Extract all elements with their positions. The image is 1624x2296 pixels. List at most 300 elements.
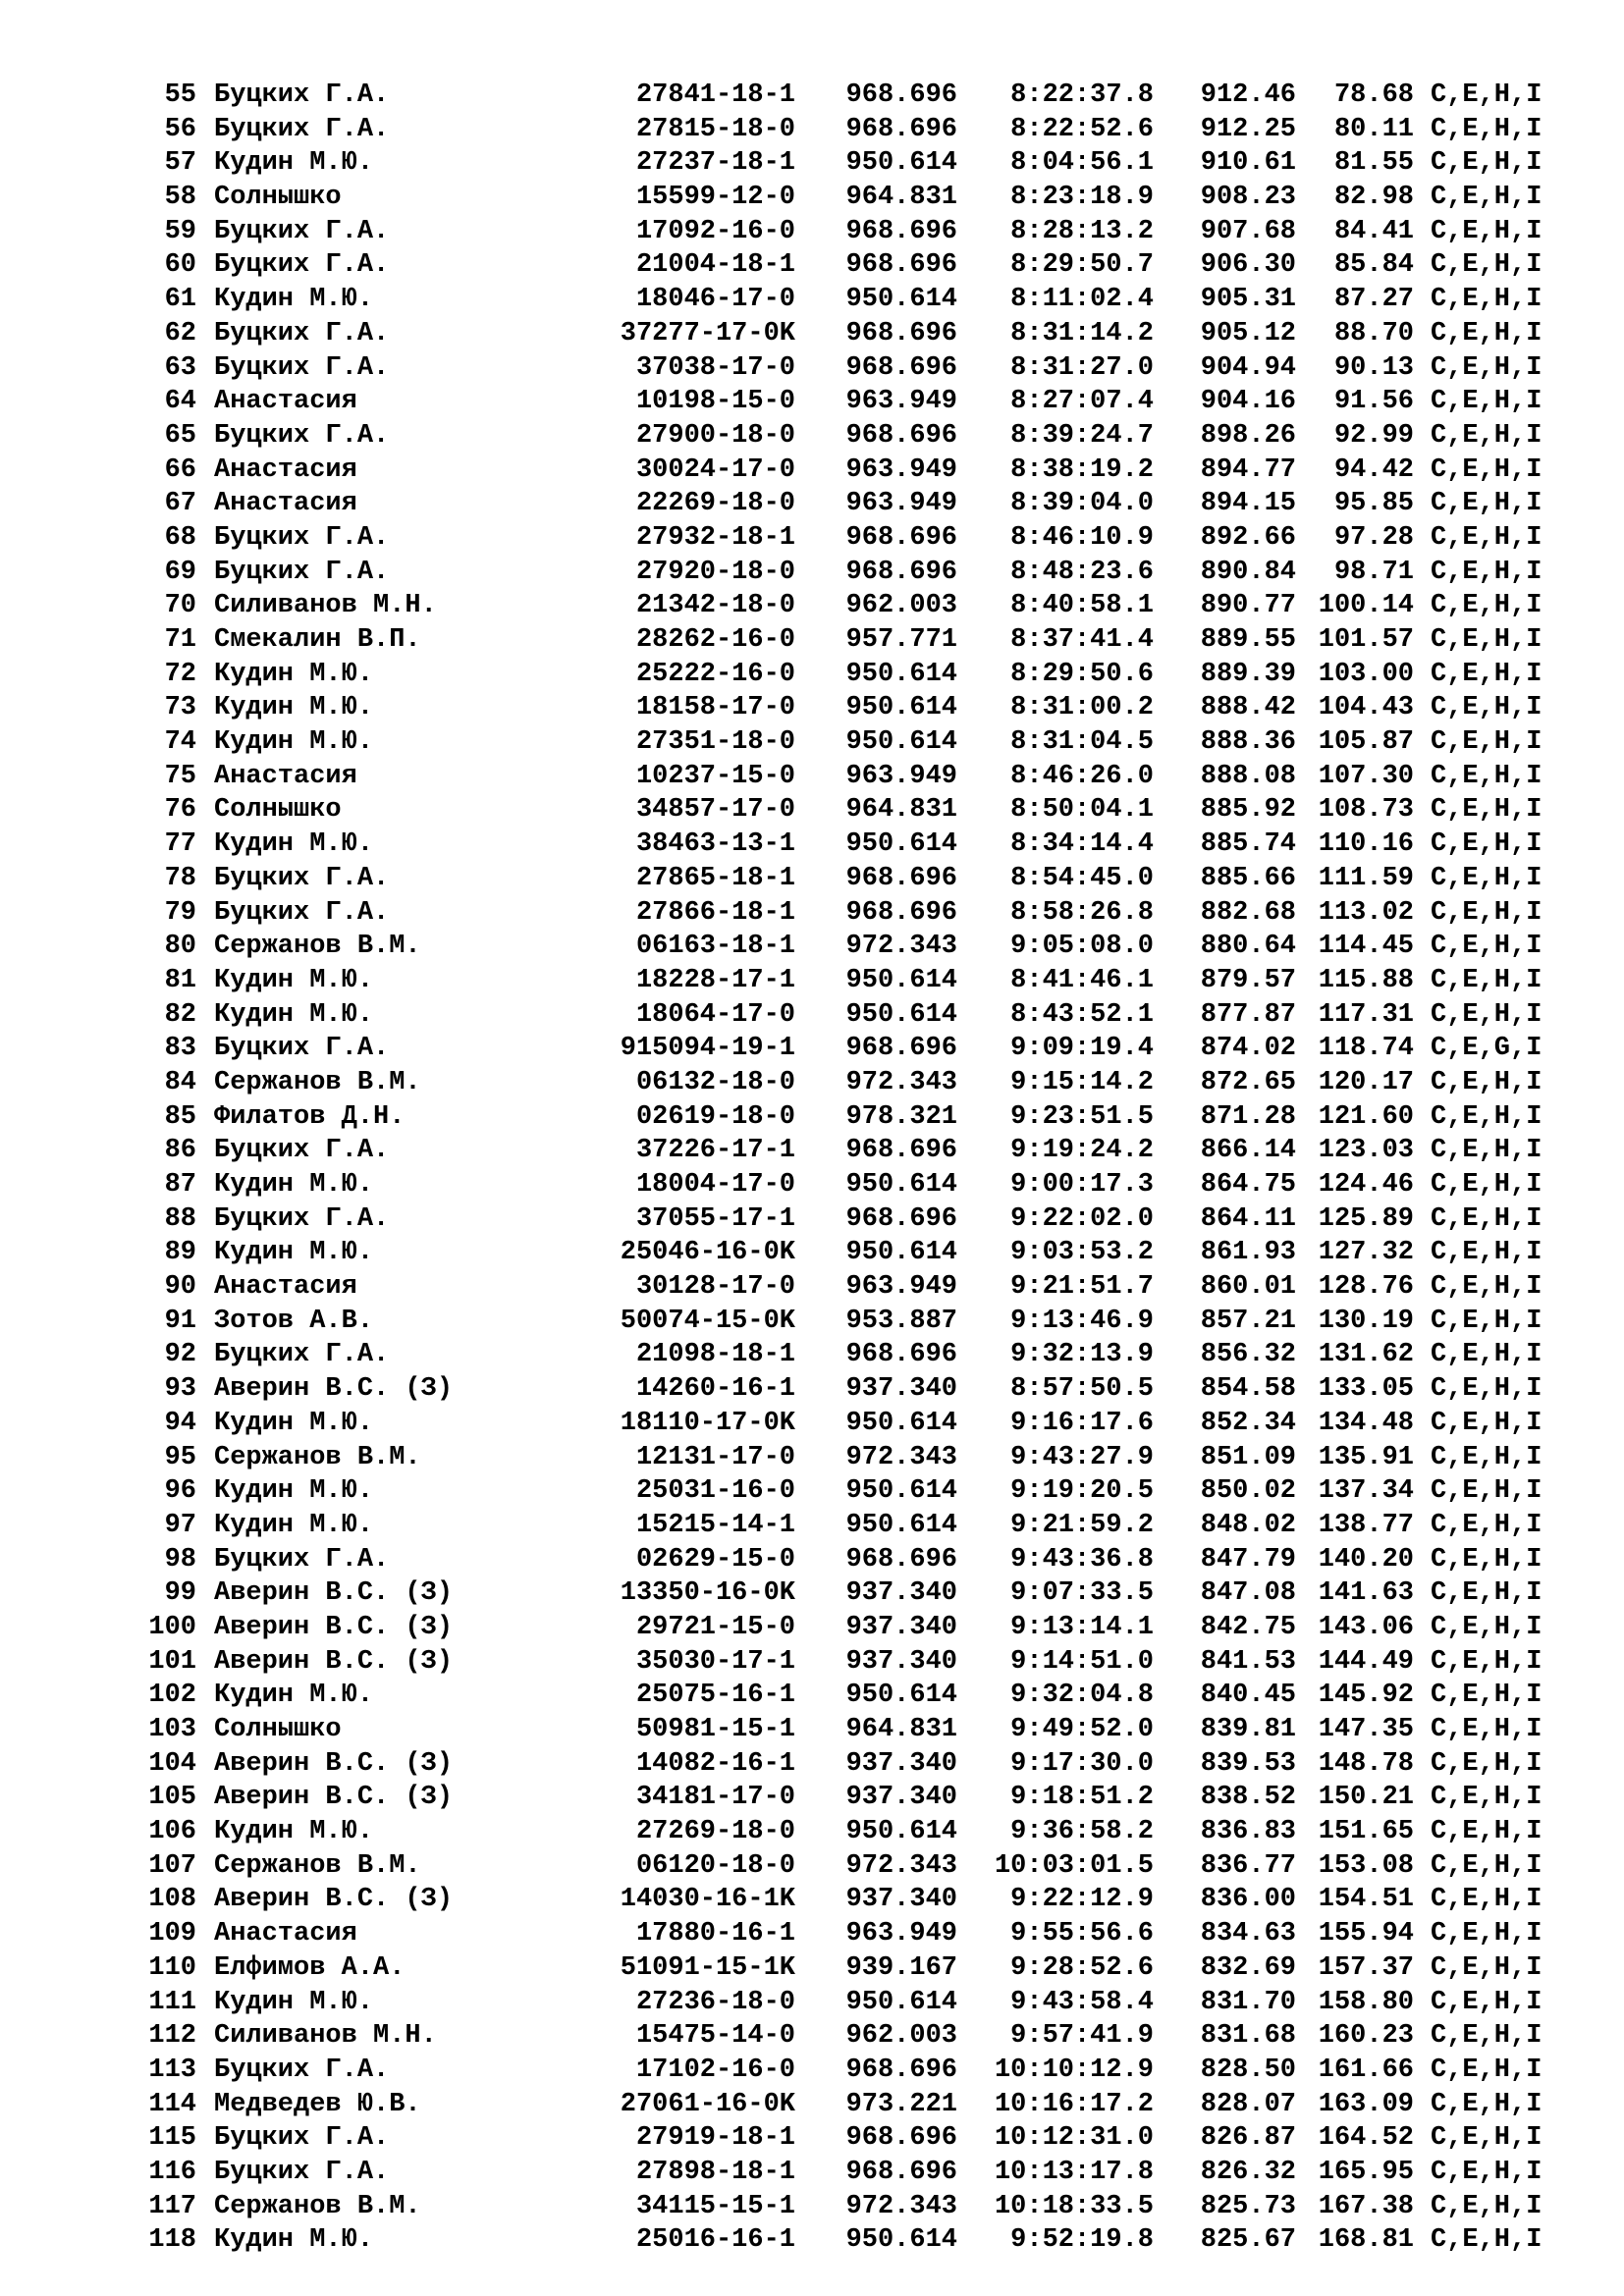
ring-number-cell: 34857-17-0	[635, 795, 795, 826]
flags-cell: C,E,H,I	[1431, 1510, 1543, 1540]
fancier-name-cell: Кудин М.Ю.	[214, 693, 374, 723]
flags-cell: C,E,H,I	[1431, 80, 1543, 110]
position-cell: 99	[164, 1578, 196, 1609]
speed-cell: 885.74	[1200, 829, 1296, 860]
ring-number-cell: 37038-17-0	[635, 352, 795, 383]
distance-cell: 968.696	[845, 1136, 957, 1166]
flight-time-cell: 9:16:17.6	[1010, 1408, 1154, 1438]
distance-cell: 963.949	[845, 761, 957, 791]
coefficient-cell: 88.70	[1333, 318, 1414, 348]
fancier-name-cell: Буцких Г.А.	[214, 1136, 390, 1166]
position-cell: 90	[164, 1272, 196, 1303]
flight-time-cell: 9:19:24.2	[1010, 1136, 1154, 1166]
coefficient-cell: 113.02	[1318, 897, 1414, 928]
fancier-name-cell: Анастасия	[214, 1272, 357, 1303]
fancier-name-cell: Силиванов М.Н.	[214, 591, 437, 621]
distance-cell: 968.696	[845, 2055, 957, 2085]
distance-cell: 978.321	[845, 1101, 957, 1132]
fancier-name-cell: Кудин М.Ю.	[214, 148, 374, 179]
position-cell: 57	[164, 148, 196, 179]
flight-time-cell: 8:48:23.6	[1010, 557, 1154, 587]
speed-cell: 890.84	[1200, 557, 1296, 587]
ring-number-cell: 18228-17-1	[635, 965, 795, 995]
coefficient-cell: 124.46	[1318, 1170, 1414, 1200]
position-cell: 66	[164, 454, 196, 485]
coefficient-cell: 158.80	[1318, 1987, 1414, 2017]
distance-cell: 968.696	[845, 557, 957, 587]
coefficient-cell: 121.60	[1318, 1101, 1414, 1132]
flight-time-cell: 8:31:27.0	[1010, 352, 1154, 383]
position-cell: 101	[148, 1646, 196, 1677]
distance-cell: 968.696	[845, 216, 957, 246]
position-cell: 104	[148, 1748, 196, 1779]
position-cell: 84	[164, 1067, 196, 1097]
coefficient-cell: 107.30	[1318, 761, 1414, 791]
distance-cell: 963.949	[845, 454, 957, 485]
coefficient-cell: 108.73	[1318, 795, 1414, 826]
coefficient-cell: 140.20	[1318, 1544, 1414, 1575]
distance-cell: 963.949	[845, 1272, 957, 1303]
flags-cell: C,E,H,I	[1431, 2157, 1543, 2187]
ring-number-cell: 25031-16-0	[635, 1476, 795, 1507]
position-cell: 117	[148, 2191, 196, 2221]
flags-cell: C,E,H,I	[1431, 1408, 1543, 1438]
ring-number-cell: 18004-17-0	[635, 1170, 795, 1200]
fancier-name-cell: Сержанов В.М.	[214, 1850, 421, 1881]
distance-cell: 950.614	[845, 1476, 957, 1507]
position-cell: 93	[164, 1374, 196, 1405]
fancier-name-cell: Аверин В.С. (З)	[214, 1646, 454, 1677]
coefficient-cell: 110.16	[1318, 829, 1414, 860]
ring-number-cell: 21098-18-1	[635, 1340, 795, 1370]
ring-number-cell: 10198-15-0	[635, 387, 795, 417]
distance-cell: 950.614	[845, 727, 957, 758]
fancier-name-cell: Аверин В.С. (З)	[214, 1748, 454, 1779]
ring-number-cell: 18046-17-0	[635, 285, 795, 315]
position-cell: 105	[148, 1783, 196, 1813]
ring-number-cell: 02629-15-0	[635, 1544, 795, 1575]
coefficient-cell: 94.42	[1333, 454, 1414, 485]
coefficient-cell: 135.91	[1318, 1442, 1414, 1472]
flags-cell: C,E,H,I	[1431, 148, 1543, 179]
fancier-name-cell: Аверин В.С. (З)	[214, 1578, 454, 1609]
fancier-name-cell: Филатов Д.Н.	[214, 1101, 406, 1132]
fancier-name-cell: Зотов А.В.	[214, 1306, 374, 1336]
speed-cell: 912.25	[1200, 114, 1296, 144]
flags-cell: C,E,H,I	[1431, 2021, 1543, 2052]
ring-number-cell: 02619-18-0	[635, 1101, 795, 1132]
coefficient-cell: 120.17	[1318, 1067, 1414, 1097]
flight-time-cell: 9:18:51.2	[1010, 1783, 1154, 1813]
fancier-name-cell: Буцких Г.А.	[214, 557, 390, 587]
ring-number-cell: 27866-18-1	[635, 897, 795, 928]
position-cell: 61	[164, 285, 196, 315]
fancier-name-cell: Кудин М.Ю.	[214, 1476, 374, 1507]
position-cell: 69	[164, 557, 196, 587]
flight-time-cell: 8:28:13.2	[1010, 216, 1154, 246]
fancier-name-cell: Буцких Г.А.	[214, 352, 390, 383]
speed-cell: 831.70	[1200, 1987, 1296, 2017]
fancier-name-cell: Анастасия	[214, 761, 357, 791]
flags-cell: C,E,H,I	[1431, 557, 1543, 587]
flight-time-cell: 9:07:33.5	[1010, 1578, 1154, 1609]
distance-cell: 950.614	[845, 999, 957, 1030]
position-cell: 64	[164, 387, 196, 417]
ring-number-cell: 915094-19-1	[620, 1034, 795, 1064]
flight-time-cell: 9:23:51.5	[1010, 1101, 1154, 1132]
fancier-name-cell: Смекалин В.П.	[214, 625, 421, 655]
fancier-name-cell: Елфимов А.А.	[214, 1952, 406, 1983]
position-cell: 65	[164, 420, 196, 451]
flight-time-cell: 9:14:51.0	[1010, 1646, 1154, 1677]
speed-cell: 888.36	[1200, 727, 1296, 758]
fancier-name-cell: Кудин М.Ю.	[214, 1170, 374, 1200]
fancier-name-cell: Буцких Г.А.	[214, 80, 390, 110]
position-cell: 78	[164, 863, 196, 893]
fancier-name-cell: Буцких Г.А.	[214, 1340, 390, 1370]
fancier-name-cell: Кудин М.Ю.	[214, 1238, 374, 1268]
flags-cell: C,E,H,I	[1431, 318, 1543, 348]
coefficient-cell: 115.88	[1318, 965, 1414, 995]
distance-cell: 968.696	[845, 1034, 957, 1064]
fancier-name-cell: Буцких Г.А.	[214, 2123, 390, 2154]
fancier-name-cell: Анастасия	[214, 1919, 357, 1949]
fancier-name-cell: Буцких Г.А.	[214, 216, 390, 246]
fancier-name-cell: Сержанов В.М.	[214, 2191, 421, 2221]
position-cell: 73	[164, 693, 196, 723]
ring-number-cell: 06163-18-1	[635, 932, 795, 962]
position-cell: 55	[164, 80, 196, 110]
coefficient-cell: 155.94	[1318, 1919, 1414, 1949]
ring-number-cell: 51091-15-1K	[620, 1952, 795, 1983]
flight-time-cell: 8:46:26.0	[1010, 761, 1154, 791]
flags-cell: C,E,H,I	[1431, 999, 1543, 1030]
flight-time-cell: 8:04:56.1	[1010, 148, 1154, 179]
fancier-name-cell: Кудин М.Ю.	[214, 999, 374, 1030]
flags-cell: C,E,H,I	[1431, 1885, 1543, 1915]
position-cell: 72	[164, 659, 196, 689]
flags-cell: C,E,H,I	[1431, 1850, 1543, 1881]
fancier-name-cell: Кудин М.Ю.	[214, 829, 374, 860]
flight-time-cell: 8:57:50.5	[1010, 1374, 1154, 1405]
coefficient-cell: 105.87	[1318, 727, 1414, 758]
speed-cell: 856.32	[1200, 1340, 1296, 1370]
coefficient-cell: 111.59	[1318, 863, 1414, 893]
flight-time-cell: 10:13:17.8	[994, 2157, 1154, 2187]
speed-cell: 888.42	[1200, 693, 1296, 723]
position-cell: 87	[164, 1170, 196, 1200]
flight-time-cell: 9:36:58.2	[1010, 1817, 1154, 1847]
position-cell: 98	[164, 1544, 196, 1575]
position-cell: 107	[148, 1850, 196, 1881]
distance-cell: 937.340	[845, 1374, 957, 1405]
coefficient-cell: 114.45	[1318, 932, 1414, 962]
fancier-name-cell: Буцких Г.А.	[214, 1544, 390, 1575]
flags-cell: C,E,H,I	[1431, 1442, 1543, 1472]
speed-cell: 836.83	[1200, 1817, 1296, 1847]
flags-cell: C,E,H,I	[1431, 1272, 1543, 1303]
fancier-name-cell: Буцких Г.А.	[214, 114, 390, 144]
ring-number-cell: 27815-18-0	[635, 114, 795, 144]
flight-time-cell: 8:37:41.4	[1010, 625, 1154, 655]
position-cell: 59	[164, 216, 196, 246]
ring-number-cell: 17102-16-0	[635, 2055, 795, 2085]
fancier-name-cell: Буцких Г.А.	[214, 250, 390, 281]
position-cell: 96	[164, 1476, 196, 1507]
fancier-name-cell: Кудин М.Ю.	[214, 965, 374, 995]
speed-cell: 885.92	[1200, 795, 1296, 826]
flags-cell: C,E,H,I	[1431, 1919, 1543, 1949]
coefficient-cell: 81.55	[1333, 148, 1414, 179]
speed-cell: 839.53	[1200, 1748, 1296, 1779]
position-cell: 67	[164, 489, 196, 519]
flags-cell: C,E,H,I	[1431, 829, 1543, 860]
speed-cell: 828.07	[1200, 2089, 1296, 2119]
ring-number-cell: 27061-16-0K	[620, 2089, 795, 2119]
distance-cell: 963.949	[845, 1919, 957, 1949]
position-cell: 83	[164, 1034, 196, 1064]
flight-time-cell: 8:31:00.2	[1010, 693, 1154, 723]
speed-cell: 889.55	[1200, 625, 1296, 655]
speed-cell: 879.57	[1200, 965, 1296, 995]
speed-cell: 889.39	[1200, 659, 1296, 689]
coefficient-cell: 143.06	[1318, 1612, 1414, 1642]
flight-time-cell: 8:31:14.2	[1010, 318, 1154, 348]
flags-cell: C,E,H,I	[1431, 2089, 1543, 2119]
flags-cell: C,E,H,I	[1431, 183, 1543, 213]
flags-cell: C,E,H,I	[1431, 1203, 1543, 1234]
distance-cell: 950.614	[845, 1510, 957, 1540]
fancier-name-cell: Кудин М.Ю.	[214, 727, 374, 758]
coefficient-cell: 164.52	[1318, 2123, 1414, 2154]
position-cell: 81	[164, 965, 196, 995]
ring-number-cell: 12131-17-0	[635, 1442, 795, 1472]
flags-cell: C,E,H,I	[1431, 1476, 1543, 1507]
ring-number-cell: 25016-16-1	[635, 2225, 795, 2256]
flight-time-cell: 8:58:26.8	[1010, 897, 1154, 928]
speed-cell: 866.14	[1200, 1136, 1296, 1166]
coefficient-cell: 95.85	[1333, 489, 1414, 519]
flags-cell: C,E,H,I	[1431, 250, 1543, 281]
coefficient-cell: 147.35	[1318, 1715, 1414, 1744]
fancier-name-cell: Кудин М.Ю.	[214, 285, 374, 315]
flight-time-cell: 9:28:52.6	[1010, 1952, 1154, 1983]
coefficient-cell: 134.48	[1318, 1408, 1414, 1438]
speed-cell: 840.45	[1200, 1681, 1296, 1711]
coefficient-cell: 150.21	[1318, 1783, 1414, 1813]
fancier-name-cell: Буцких Г.А.	[214, 318, 390, 348]
fancier-name-cell: Буцких Г.А.	[214, 863, 390, 893]
fancier-name-cell: Кудин М.Ю.	[214, 1408, 374, 1438]
position-cell: 106	[148, 1817, 196, 1847]
speed-cell: 872.65	[1200, 1067, 1296, 1097]
flags-cell: C,E,H,I	[1431, 387, 1543, 417]
ring-number-cell: 27269-18-0	[635, 1817, 795, 1847]
distance-cell: 937.340	[845, 1885, 957, 1915]
ring-number-cell: 18110-17-0K	[620, 1408, 795, 1438]
speed-cell: 906.30	[1200, 250, 1296, 281]
flags-cell: C,E,H,I	[1431, 285, 1543, 315]
flags-cell: C,E,H,I	[1431, 727, 1543, 758]
speed-cell: 907.68	[1200, 216, 1296, 246]
distance-cell: 968.696	[845, 1340, 957, 1370]
speed-cell: 825.67	[1200, 2225, 1296, 2256]
speed-cell: 828.50	[1200, 2055, 1296, 2085]
position-cell: 75	[164, 761, 196, 791]
ring-number-cell: 21342-18-0	[635, 591, 795, 621]
coefficient-cell: 154.51	[1318, 1885, 1414, 1915]
flight-time-cell: 9:49:52.0	[1010, 1715, 1154, 1744]
position-cell: 86	[164, 1136, 196, 1166]
coefficient-cell: 137.34	[1318, 1476, 1414, 1507]
coefficient-cell: 98.71	[1333, 557, 1414, 587]
ring-number-cell: 35030-17-1	[635, 1646, 795, 1677]
distance-cell: 950.614	[845, 285, 957, 315]
flight-time-cell: 9:22:02.0	[1010, 1203, 1154, 1234]
ring-number-cell: 34181-17-0	[635, 1783, 795, 1813]
flight-time-cell: 8:22:52.6	[1010, 114, 1154, 144]
speed-cell: 871.28	[1200, 1101, 1296, 1132]
flight-time-cell: 8:39:04.0	[1010, 489, 1154, 519]
flags-cell: C,E,H,I	[1431, 1817, 1543, 1847]
ring-number-cell: 29721-15-0	[635, 1612, 795, 1642]
ring-number-cell: 15475-14-0	[635, 2021, 795, 2052]
coefficient-cell: 97.28	[1333, 522, 1414, 553]
distance-cell: 950.614	[845, 1681, 957, 1711]
flags-cell: C,E,H,I	[1431, 693, 1543, 723]
flight-time-cell: 8:22:37.8	[1010, 80, 1154, 110]
position-cell: 102	[148, 1681, 196, 1711]
distance-cell: 950.614	[845, 1987, 957, 2017]
distance-cell: 968.696	[845, 1544, 957, 1575]
ring-number-cell: 37277-17-0K	[620, 318, 795, 348]
flags-cell: C,E,H,I	[1431, 625, 1543, 655]
flight-time-cell: 9:03:53.2	[1010, 1238, 1154, 1268]
flight-time-cell: 8:40:58.1	[1010, 591, 1154, 621]
coefficient-cell: 100.14	[1318, 591, 1414, 621]
distance-cell: 964.831	[845, 1715, 957, 1744]
ring-number-cell: 15599-12-0	[635, 183, 795, 213]
distance-cell: 972.343	[845, 932, 957, 962]
fancier-name-cell: Анастасия	[214, 387, 357, 417]
distance-cell: 968.696	[845, 1203, 957, 1234]
flight-time-cell: 8:29:50.7	[1010, 250, 1154, 281]
position-cell: 91	[164, 1306, 196, 1336]
speed-cell: 874.02	[1200, 1034, 1296, 1064]
speed-cell: 890.77	[1200, 591, 1296, 621]
ring-number-cell: 50074-15-0K	[620, 1306, 795, 1336]
flags-cell: C,E,H,I	[1431, 761, 1543, 791]
flight-time-cell: 8:27:07.4	[1010, 387, 1154, 417]
distance-cell: 939.167	[845, 1952, 957, 1983]
ring-number-cell: 34115-15-1	[635, 2191, 795, 2221]
speed-cell: 880.64	[1200, 932, 1296, 962]
coefficient-cell: 153.08	[1318, 1850, 1414, 1881]
flight-time-cell: 8:23:18.9	[1010, 183, 1154, 213]
flags-cell: C,E,H,I	[1431, 1544, 1543, 1575]
ring-number-cell: 06132-18-0	[635, 1067, 795, 1097]
ring-number-cell: 10237-15-0	[635, 761, 795, 791]
flight-time-cell: 8:41:46.1	[1010, 965, 1154, 995]
distance-cell: 972.343	[845, 1067, 957, 1097]
flags-cell: C,E,H,I	[1431, 1612, 1543, 1642]
speed-cell: 842.75	[1200, 1612, 1296, 1642]
flags-cell: C,E,H,I	[1431, 591, 1543, 621]
coefficient-cell: 168.81	[1318, 2225, 1414, 2256]
position-cell: 118	[148, 2225, 196, 2256]
distance-cell: 968.696	[845, 522, 957, 553]
coefficient-cell: 163.09	[1318, 2089, 1414, 2119]
fancier-name-cell: Силиванов М.Н.	[214, 2021, 437, 2052]
ring-number-cell: 27919-18-1	[635, 2123, 795, 2154]
coefficient-cell: 130.19	[1318, 1306, 1414, 1336]
speed-cell: 838.52	[1200, 1783, 1296, 1813]
flight-time-cell: 8:54:45.0	[1010, 863, 1154, 893]
speed-cell: 836.77	[1200, 1850, 1296, 1881]
distance-cell: 964.831	[845, 183, 957, 213]
flight-time-cell: 10:10:12.9	[994, 2055, 1154, 2085]
flight-time-cell: 9:32:04.8	[1010, 1681, 1154, 1711]
speed-cell: 854.58	[1200, 1374, 1296, 1405]
speed-cell: 834.63	[1200, 1919, 1296, 1949]
coefficient-cell: 103.00	[1318, 659, 1414, 689]
speed-cell: 826.87	[1200, 2123, 1296, 2154]
fancier-name-cell: Буцких Г.А.	[214, 420, 390, 451]
coefficient-cell: 82.98	[1333, 183, 1414, 213]
coefficient-cell: 123.03	[1318, 1136, 1414, 1166]
flight-time-cell: 9:13:14.1	[1010, 1612, 1154, 1642]
fancier-name-cell: Аверин В.С. (З)	[214, 1783, 454, 1813]
distance-cell: 968.696	[845, 2157, 957, 2187]
ring-number-cell: 38463-13-1	[635, 829, 795, 860]
flags-cell: C,E,H,I	[1431, 1340, 1543, 1370]
speed-cell: 831.68	[1200, 2021, 1296, 2052]
flags-cell: C,E,H,I	[1431, 489, 1543, 519]
speed-cell: 848.02	[1200, 1510, 1296, 1540]
flight-time-cell: 8:38:19.2	[1010, 454, 1154, 485]
flight-time-cell: 9:52:19.8	[1010, 2225, 1154, 2256]
position-cell: 62	[164, 318, 196, 348]
ring-number-cell: 28262-16-0	[635, 625, 795, 655]
flight-time-cell: 10:12:31.0	[994, 2123, 1154, 2154]
speed-cell: 888.08	[1200, 761, 1296, 791]
position-cell: 116	[148, 2157, 196, 2187]
flags-cell: C,E,H,I	[1431, 1374, 1543, 1405]
flags-cell: C,E,H,I	[1431, 522, 1543, 553]
ring-number-cell: 25222-16-0	[635, 659, 795, 689]
position-cell: 94	[164, 1408, 196, 1438]
coefficient-cell: 101.57	[1318, 625, 1414, 655]
flags-cell: C,E,H,I	[1431, 795, 1543, 826]
fancier-name-cell: Аверин В.С. (З)	[214, 1885, 454, 1915]
coefficient-cell: 91.56	[1333, 387, 1414, 417]
flags-cell: C,E,H,I	[1431, 1101, 1543, 1132]
ring-number-cell: 30024-17-0	[635, 454, 795, 485]
ring-number-cell: 14030-16-1K	[620, 1885, 795, 1915]
fancier-name-cell: Солнышко	[214, 795, 342, 826]
flags-cell: C,E,H,I	[1431, 114, 1543, 144]
coefficient-cell: 167.38	[1318, 2191, 1414, 2221]
distance-cell: 972.343	[845, 2191, 957, 2221]
position-cell: 88	[164, 1203, 196, 1234]
ring-number-cell: 27900-18-0	[635, 420, 795, 451]
distance-cell: 963.949	[845, 489, 957, 519]
coefficient-cell: 157.37	[1318, 1952, 1414, 1983]
fancier-name-cell: Солнышко	[214, 1715, 342, 1744]
speed-cell: 882.68	[1200, 897, 1296, 928]
flight-time-cell: 8:31:04.5	[1010, 727, 1154, 758]
coefficient-cell: 117.31	[1318, 999, 1414, 1030]
